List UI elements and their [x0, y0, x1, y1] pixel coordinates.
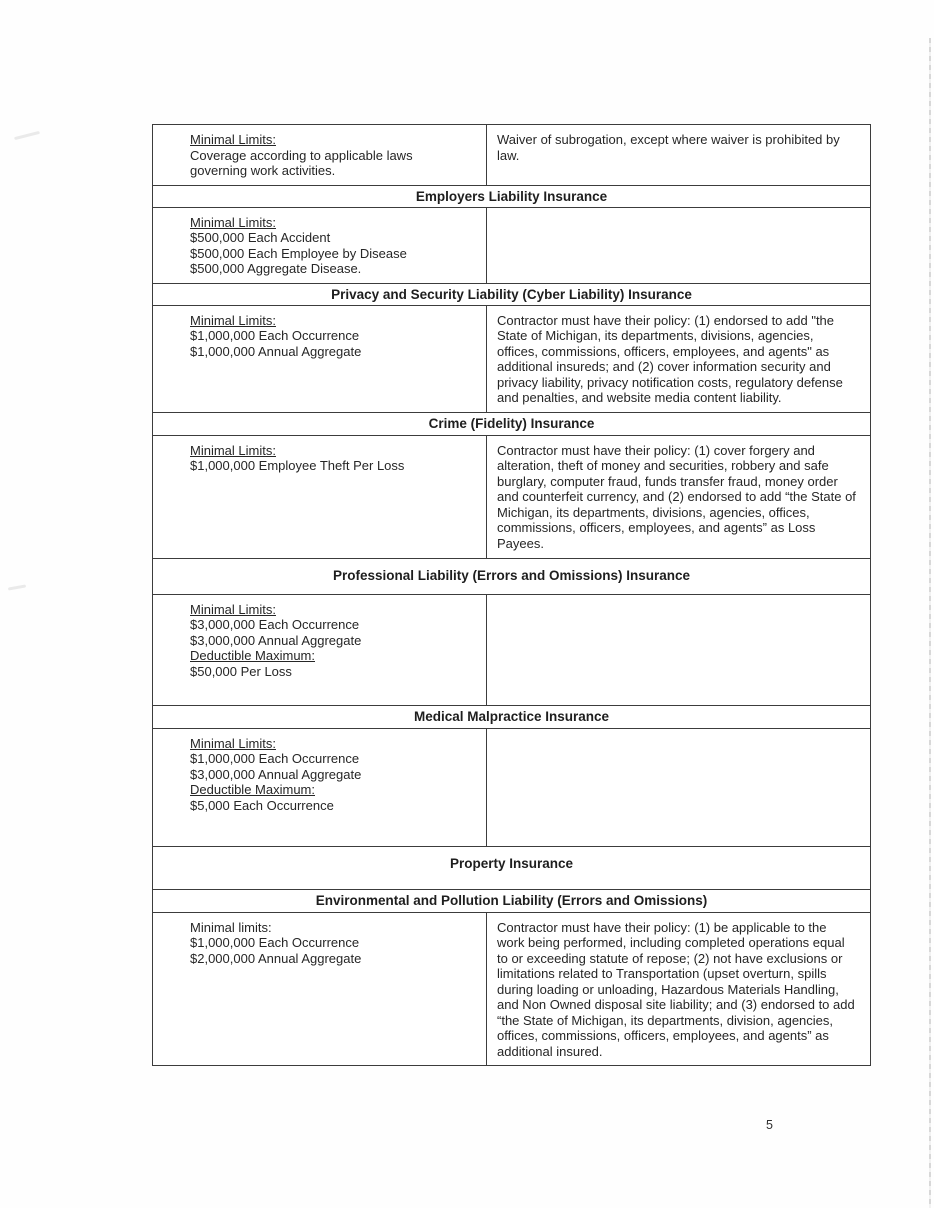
table-row-coverage-continuation	[153, 125, 870, 185]
insurance-requirements-table	[152, 124, 871, 1066]
minimal-limits-label: Minimal Limits:	[190, 214, 276, 230]
limit-line: $50,000 Per Loss	[190, 663, 292, 679]
limit-line: $5,000 Each Occurrence	[190, 797, 334, 813]
section-header-medical-malpractice	[153, 705, 870, 728]
limit-line: governing work activities.	[190, 163, 336, 178]
section-header-label: Environmental and Pollution Liability (Errors and Omissions)	[315, 893, 708, 908]
section-header-label: Property Insurance	[449, 855, 574, 871]
table-row-employers-liability	[153, 207, 870, 283]
requirement-text: Waiver of subrogation, except where waiver is prohibited by law.	[497, 132, 840, 163]
table-cell-minimal-limits	[153, 436, 487, 558]
minimal-limits-label: Minimal Limits:	[190, 132, 276, 147]
table-cell-minimal-limits	[153, 125, 487, 185]
table-cell-requirements	[487, 436, 870, 558]
section-header-crime-fidelity	[153, 412, 870, 435]
table-cell-requirements	[487, 306, 870, 412]
section-header-cyber-liability	[153, 283, 870, 305]
table-cell-minimal-limits	[153, 306, 487, 412]
table-row-environmental-pollution	[153, 912, 870, 1066]
table-cell-requirements	[487, 595, 870, 705]
limit-line: $1,000,000 Each Occurrence	[190, 751, 360, 766]
minimal-limits-label: Minimal limits:	[190, 919, 272, 935]
table-cell-minimal-limits	[153, 913, 487, 1066]
minimal-limits-label: Minimal Limits:	[190, 601, 276, 617]
limit-line: Coverage according to applicable laws	[190, 147, 413, 163]
limit-line: $500,000 Each Accident	[190, 230, 331, 245]
requirement-text: Contractor must have their policy: (1) endorsed to add "the State of Michigan, its departments, divisions, agencies, offices, commissions, officers, employees, and agents" as additional insureds; and (2) cover information security and privacy liability, privacy notification costs, regulatory defense and penalties, and website media content liability.	[497, 312, 843, 405]
scan-smudge	[14, 131, 40, 140]
table-row-cyber-liability	[153, 305, 870, 412]
section-header-label: Medical Malpractice Insurance	[413, 709, 610, 724]
section-header-employers-liability	[153, 185, 870, 207]
limit-line: $1,000,000 Employee Theft Per Loss	[190, 458, 405, 473]
section-header-professional-liability	[153, 558, 870, 594]
limit-line: $500,000 Each Employee by Disease	[190, 245, 407, 261]
section-header-environmental-pollution	[153, 889, 870, 912]
page-number: 5	[766, 1118, 773, 1132]
table-cell-minimal-limits	[153, 595, 487, 705]
limit-line: $1,000,000 Each Occurrence	[190, 328, 360, 343]
scan-smudge	[8, 584, 26, 590]
table-cell-requirements	[487, 913, 870, 1066]
requirement-text: Contractor must have their policy: (1) be applicable to the work being performed, including completed operations equal to or exceeding statute of repose; (2) not have exclusions or limitations related to Transportation (upset overturn, spills during loading or unloading, Hazardous Materials Handling, and Non Owned disposal site liability; and (3) endorsed to add “the State of Michigan, its departments, division, agencies, offices, commissions, officers, employees, and agents” as additional insured.	[497, 919, 855, 1059]
section-header-label: Crime (Fidelity) Insurance	[428, 416, 595, 431]
limit-line: $3,000,000 Annual Aggregate	[190, 632, 362, 648]
table-cell-requirements	[487, 729, 870, 846]
minimal-limits-label: Minimal Limits:	[190, 442, 276, 458]
table-cell-requirements	[487, 208, 870, 283]
limit-line: $2,000,000 Annual Aggregate	[190, 950, 362, 966]
limit-line: $1,000,000 Each Occurrence	[190, 935, 360, 950]
section-header-label: Professional Liability (Errors and Omissions) Insurance	[332, 567, 691, 583]
limit-line: $3,000,000 Each Occurrence	[190, 617, 360, 632]
deductible-maximum-label: Deductible Maximum:	[190, 648, 315, 663]
table-cell-requirements	[487, 125, 870, 185]
section-header-label: Employers Liability Insurance	[415, 188, 608, 204]
table-cell-minimal-limits	[153, 208, 487, 283]
minimal-limits-label: Minimal Limits:	[190, 735, 276, 751]
requirement-text: Contractor must have their policy: (1) cover forgery and alteration, theft of money and securities, robbery and safe burglary, computer fraud, funds transfer fraud, money order and counterfeit currency, and (2) endorsed to add “the State of Michigan, its departments, divisions, agencies, offices, commissions, officers, employees, and agents” as Loss Payees.	[497, 442, 856, 551]
limit-line: $500,000 Aggregate Disease.	[190, 261, 362, 276]
table-row-crime-fidelity	[153, 435, 870, 558]
limit-line: $3,000,000 Annual Aggregate	[190, 766, 362, 782]
table-row-medical-malpractice	[153, 728, 870, 846]
minimal-limits-label: Minimal Limits:	[190, 312, 276, 328]
table-cell-minimal-limits	[153, 729, 487, 846]
section-header-label: Privacy and Security Liability (Cyber Liability) Insurance	[331, 286, 692, 302]
scan-edge-artifact	[929, 38, 931, 1208]
table-row-professional-liability	[153, 594, 870, 705]
limit-line: $1,000,000 Annual Aggregate	[190, 343, 362, 359]
section-header-property-insurance	[153, 846, 870, 889]
deductible-maximum-label: Deductible Maximum:	[190, 782, 315, 797]
